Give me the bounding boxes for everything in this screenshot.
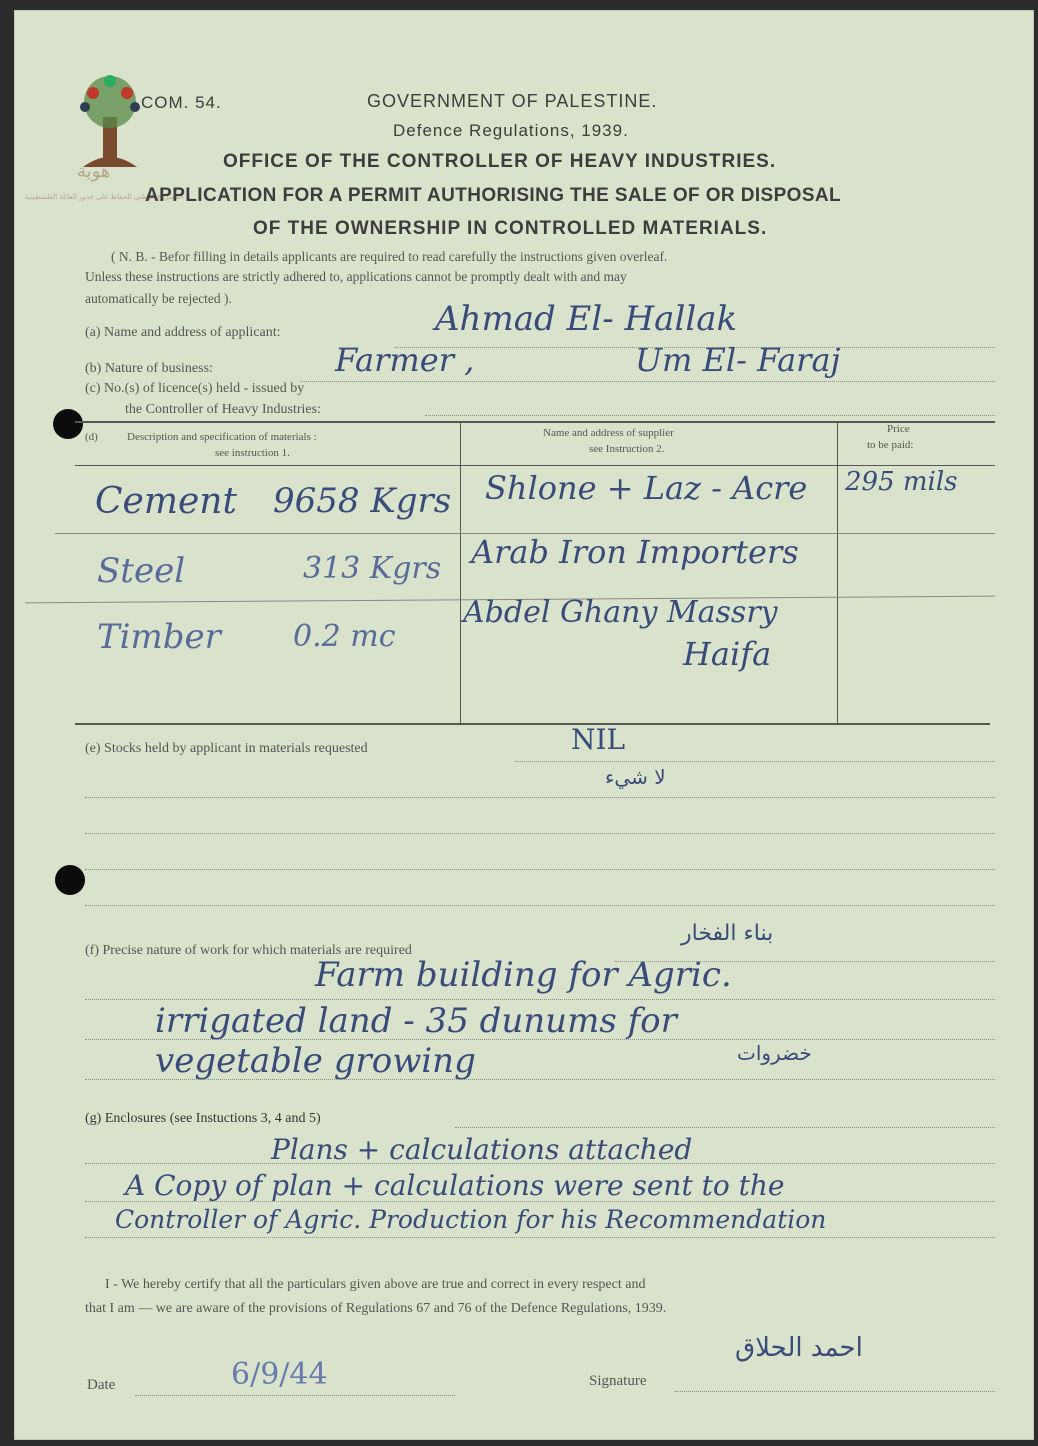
row-supplier: Arab Iron Importers — [471, 533, 799, 571]
punch-hole — [55, 865, 85, 895]
stocks-label: (e) Stocks held by applicant in materials requested — [85, 741, 368, 756]
dotted-line — [455, 1127, 995, 1128]
col3-header-2: to be paid: — [867, 439, 914, 451]
dotted-line — [85, 905, 995, 906]
certify-line-1: I - We hereby certify that all the particulars given above are true and correct in every respect and — [105, 1277, 646, 1292]
note-line-3: automatically be rejected ). — [85, 291, 232, 306]
table-d-label: (d) — [85, 431, 98, 443]
form-sheet — [14, 10, 1034, 1440]
certify-line-2: that I am — we are aware of the provisions of Regulations 67 and 76 of the Defence Regulations, 1939. — [85, 1301, 667, 1316]
table-top-rule — [75, 421, 995, 423]
work-label: (f) Precise nature of work for which materials are required — [85, 943, 412, 958]
regulations-title: Defence Regulations, 1939. — [393, 121, 629, 140]
business-label: (b) Nature of business: — [85, 361, 213, 376]
stocks-arabic: لا شيء — [605, 765, 666, 789]
dotted-line — [85, 869, 995, 870]
row-supplier-city: Haifa — [683, 635, 772, 673]
dotted-line — [615, 961, 995, 962]
dotted-line — [85, 999, 995, 1000]
table-col-divider — [837, 421, 838, 725]
dotted-line — [85, 1201, 995, 1202]
dotted-line — [85, 1163, 995, 1164]
row-material: Cement — [95, 481, 237, 522]
enclosures-line-1: Plans + calculations attached — [271, 1133, 693, 1166]
col3-header-1: Price — [887, 423, 910, 435]
work-line-1: Farm building for Agric. — [315, 955, 732, 995]
work-arabic-top: بناء الفخار — [681, 921, 774, 946]
punch-hole — [53, 409, 83, 439]
dotted-line — [425, 415, 995, 416]
note-line-1: ( N. B. - Befor filling in details applicants are required to read carefully the instructions given overleaf. — [111, 249, 668, 264]
enclosures-line-2: A Copy of plan + calculations were sent to the — [125, 1169, 785, 1202]
logo-text: هوية — [77, 161, 111, 182]
office-title: OFFICE OF THE CONTROLLER OF HEAVY INDUSTRIES. — [223, 151, 777, 172]
date-line — [135, 1395, 455, 1396]
date-value: 6/9/44 — [231, 1357, 328, 1392]
business-value: Farmer , — [335, 341, 475, 379]
dotted-line — [85, 1237, 995, 1238]
row-quantity: 313 Kgrs — [303, 551, 442, 586]
business-location: Um El- Faraj — [635, 341, 841, 379]
application-title-1: APPLICATION FOR A PERMIT AUTHORISING THE SALE OF OR DISPOSAL — [145, 185, 842, 206]
dotted-line — [85, 833, 995, 834]
enclosures-label: (g) Enclosures (see Instuctions 3, 4 and 5) — [85, 1111, 321, 1126]
dotted-line — [85, 1079, 995, 1080]
dotted-line — [85, 797, 995, 798]
applicant-name: Ahmad El- Hallak — [435, 299, 738, 339]
signature-value: احمد الحلاق — [735, 1333, 863, 1363]
signature-line — [675, 1391, 995, 1392]
row-quantity: 0.2 mc — [293, 619, 396, 654]
enclosures-line-3: Controller of Agric. Production for his Recommendation — [115, 1205, 827, 1234]
table-bottom-rule — [75, 723, 990, 725]
application-title-2: OF THE OWNERSHIP IN CONTROLLED MATERIALS. — [253, 218, 768, 239]
signature-label: Signature — [589, 1373, 647, 1389]
row-quantity: 9658 Kgrs — [273, 481, 452, 521]
row-material: Timber — [97, 617, 221, 657]
row-supplier: Abdel Ghany Massry — [463, 595, 778, 630]
table-header-rule — [75, 465, 995, 466]
logo-subtext: المشروع الوطني للحفاظ على جذور العائلة الفلسطينية — [25, 193, 184, 201]
row-material: Steel — [97, 551, 186, 591]
work-line-3: vegetable growing — [155, 1041, 476, 1081]
row-price: 295 mils — [845, 467, 958, 497]
form-number: COM. 54. — [141, 93, 222, 112]
dotted-line — [300, 381, 995, 382]
applicant-label: (a) Name and address of applicant: — [85, 325, 281, 340]
table-col-divider — [460, 421, 461, 725]
work-line-2: irrigated land - 35 dunums for — [155, 1001, 677, 1041]
col2-header-2: see Instruction 2. — [589, 443, 665, 455]
work-arabic-side: خضروات — [737, 1041, 812, 1065]
note-line-2: Unless these instructions are strictly adhered to, applications cannot be promptly dealt with and may — [85, 269, 627, 284]
col2-header-1: Name and address of supplier — [543, 427, 674, 439]
dotted-line — [85, 1039, 995, 1040]
row-supplier: Shlone + Laz - Acre — [485, 469, 808, 507]
col1-header-2: see instruction 1. — [215, 447, 290, 459]
date-label: Date — [87, 1377, 116, 1393]
dotted-line — [515, 761, 995, 762]
col1-header-1: Description and specification of materials : — [127, 431, 317, 443]
stocks-value: NIL — [571, 723, 626, 756]
licence-label-2: the Controller of Heavy Industries: — [125, 402, 321, 417]
licence-label-1: (c) No.(s) of licence(s) held - issued by — [85, 381, 305, 396]
government-title: GOVERNMENT OF PALESTINE. — [367, 91, 658, 111]
